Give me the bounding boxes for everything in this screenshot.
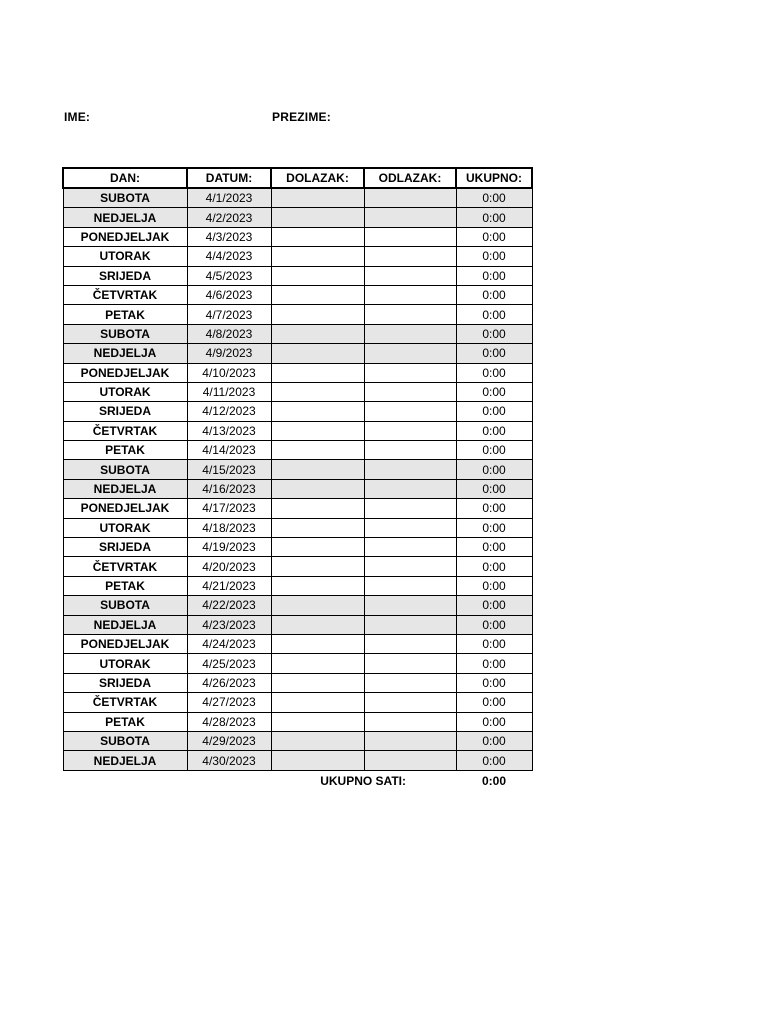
header-row <box>63 168 532 188</box>
date-cell: 4/20/2023 <box>187 557 271 576</box>
header-odlazak: ODLAZAK: <box>364 168 456 188</box>
day-cell: NEDJELJA <box>63 344 187 363</box>
row-total-cell: 0:00 <box>456 285 532 304</box>
row-total-cell: 0:00 <box>456 441 532 460</box>
day-cell: SUBOTA <box>63 596 187 615</box>
day-cell: UTORAK <box>63 654 187 673</box>
date-cell: 4/8/2023 <box>187 324 271 343</box>
date-cell: 4/9/2023 <box>187 344 271 363</box>
row-total-cell: 0:00 <box>456 615 532 634</box>
arrival-cell[interactable] <box>271 538 364 557</box>
date-cell: 4/22/2023 <box>187 596 271 615</box>
arrival-cell[interactable] <box>271 460 364 479</box>
departure-cell[interactable] <box>364 344 456 363</box>
departure-cell[interactable] <box>364 673 456 692</box>
departure-cell[interactable] <box>364 634 456 653</box>
table-row <box>63 305 532 324</box>
day-cell: NEDJELJA <box>63 615 187 634</box>
departure-cell[interactable] <box>364 402 456 421</box>
arrival-cell[interactable] <box>271 247 364 266</box>
day-cell: SRIJEDA <box>63 538 187 557</box>
arrival-cell[interactable] <box>271 305 364 324</box>
departure-cell[interactable] <box>364 421 456 440</box>
date-cell: 4/26/2023 <box>187 673 271 692</box>
date-cell: 4/23/2023 <box>187 615 271 634</box>
arrival-cell[interactable] <box>271 673 364 692</box>
departure-cell[interactable] <box>364 576 456 595</box>
date-cell: 4/27/2023 <box>187 693 271 712</box>
row-total-cell: 0:00 <box>456 731 532 750</box>
day-cell: SUBOTA <box>63 731 187 750</box>
departure-cell[interactable] <box>364 227 456 246</box>
row-total-cell: 0:00 <box>456 712 532 731</box>
departure-cell[interactable] <box>364 266 456 285</box>
table-row <box>63 324 532 343</box>
table-row <box>63 382 532 401</box>
day-cell: ČETVRTAK <box>63 421 187 440</box>
arrival-cell[interactable] <box>271 576 364 595</box>
date-cell: 4/10/2023 <box>187 363 271 382</box>
day-cell: SUBOTA <box>63 188 187 208</box>
arrival-cell[interactable] <box>271 518 364 537</box>
day-cell: UTORAK <box>63 382 187 401</box>
arrival-cell[interactable] <box>271 344 364 363</box>
departure-cell[interactable] <box>364 731 456 750</box>
date-cell: 4/25/2023 <box>187 654 271 673</box>
table-row <box>63 615 532 634</box>
arrival-cell[interactable] <box>271 421 364 440</box>
total-label: UKUPNO SATI: <box>63 770 456 791</box>
date-cell: 4/3/2023 <box>187 227 271 246</box>
departure-cell[interactable] <box>364 382 456 401</box>
day-cell: ČETVRTAK <box>63 693 187 712</box>
date-cell: 4/16/2023 <box>187 479 271 498</box>
departure-cell[interactable] <box>364 324 456 343</box>
table-row <box>63 731 532 750</box>
departure-cell[interactable] <box>364 208 456 227</box>
departure-cell[interactable] <box>364 693 456 712</box>
departure-cell[interactable] <box>364 247 456 266</box>
arrival-cell[interactable] <box>271 266 364 285</box>
departure-cell[interactable] <box>364 460 456 479</box>
total-value: 0:00 <box>456 770 532 791</box>
arrival-cell[interactable] <box>271 751 364 770</box>
table-row <box>63 344 532 363</box>
departure-cell[interactable] <box>364 557 456 576</box>
departure-cell[interactable] <box>364 305 456 324</box>
row-total-cell: 0:00 <box>456 751 532 770</box>
table-row <box>63 751 532 770</box>
row-total-cell: 0:00 <box>456 479 532 498</box>
row-total-cell: 0:00 <box>456 557 532 576</box>
day-cell: PONEDJELJAK <box>63 499 187 518</box>
departure-cell[interactable] <box>364 712 456 731</box>
table-row <box>63 596 532 615</box>
date-cell: 4/1/2023 <box>187 188 271 208</box>
arrival-cell[interactable] <box>271 382 364 401</box>
date-cell: 4/7/2023 <box>187 305 271 324</box>
date-cell: 4/18/2023 <box>187 518 271 537</box>
table-row <box>63 538 532 557</box>
row-total-cell: 0:00 <box>456 247 532 266</box>
day-cell: SRIJEDA <box>63 266 187 285</box>
table-row <box>63 285 532 304</box>
arrival-cell[interactable] <box>271 557 364 576</box>
table-row <box>63 402 532 421</box>
arrival-cell[interactable] <box>271 285 364 304</box>
row-total-cell: 0:00 <box>456 518 532 537</box>
departure-cell[interactable] <box>364 538 456 557</box>
table-row <box>63 227 532 246</box>
departure-cell[interactable] <box>364 615 456 634</box>
arrival-cell[interactable] <box>271 363 364 382</box>
table-row <box>63 576 532 595</box>
row-total-cell: 0:00 <box>456 693 532 712</box>
date-cell: 4/2/2023 <box>187 208 271 227</box>
arrival-cell[interactable] <box>271 188 364 208</box>
table-row <box>63 518 532 537</box>
table-row <box>63 479 532 498</box>
table-row <box>63 188 532 208</box>
date-cell: 4/24/2023 <box>187 634 271 653</box>
table-row <box>63 654 532 673</box>
date-cell: 4/4/2023 <box>187 247 271 266</box>
arrival-cell[interactable] <box>271 208 364 227</box>
day-cell: ČETVRTAK <box>63 285 187 304</box>
row-total-cell: 0:00 <box>456 538 532 557</box>
day-cell: NEDJELJA <box>63 208 187 227</box>
row-total-cell: 0:00 <box>456 344 532 363</box>
day-cell: PETAK <box>63 441 187 460</box>
arrival-cell[interactable] <box>271 499 364 518</box>
table-row <box>63 499 532 518</box>
row-total-cell: 0:00 <box>456 673 532 692</box>
row-total-cell: 0:00 <box>456 227 532 246</box>
row-total-cell: 0:00 <box>456 576 532 595</box>
arrival-cell[interactable] <box>271 712 364 731</box>
table-row <box>63 363 532 382</box>
table-row <box>63 693 532 712</box>
day-cell: PETAK <box>63 305 187 324</box>
date-cell: 4/12/2023 <box>187 402 271 421</box>
total-row <box>63 770 532 791</box>
row-total-cell: 0:00 <box>456 188 532 208</box>
row-total-cell: 0:00 <box>456 305 532 324</box>
row-total-cell: 0:00 <box>456 421 532 440</box>
date-cell: 4/15/2023 <box>187 460 271 479</box>
departure-cell[interactable] <box>364 751 456 770</box>
row-total-cell: 0:00 <box>456 266 532 285</box>
arrival-cell[interactable] <box>271 634 364 653</box>
table-row <box>63 441 532 460</box>
row-total-cell: 0:00 <box>456 402 532 421</box>
date-cell: 4/6/2023 <box>187 285 271 304</box>
date-cell: 4/14/2023 <box>187 441 271 460</box>
arrival-cell[interactable] <box>271 324 364 343</box>
day-cell: SRIJEDA <box>63 402 187 421</box>
date-cell: 4/17/2023 <box>187 499 271 518</box>
date-cell: 4/21/2023 <box>187 576 271 595</box>
timesheet-body <box>63 188 532 770</box>
arrival-cell[interactable] <box>271 654 364 673</box>
table-row <box>63 247 532 266</box>
date-cell: 4/13/2023 <box>187 421 271 440</box>
arrival-cell[interactable] <box>271 731 364 750</box>
day-cell: UTORAK <box>63 518 187 537</box>
day-cell: NEDJELJA <box>63 479 187 498</box>
row-total-cell: 0:00 <box>456 460 532 479</box>
date-cell: 4/28/2023 <box>187 712 271 731</box>
arrival-cell[interactable] <box>271 227 364 246</box>
row-total-cell: 0:00 <box>456 596 532 615</box>
day-cell: PONEDJELJAK <box>63 227 187 246</box>
row-total-cell: 0:00 <box>456 324 532 343</box>
header-datum: DATUM: <box>187 168 271 188</box>
day-cell: ČETVRTAK <box>63 557 187 576</box>
departure-cell[interactable] <box>364 188 456 208</box>
arrival-cell[interactable] <box>271 693 364 712</box>
row-total-cell: 0:00 <box>456 634 532 653</box>
day-cell: UTORAK <box>63 247 187 266</box>
departure-cell[interactable] <box>364 499 456 518</box>
row-total-cell: 0:00 <box>456 382 532 401</box>
table-row <box>63 557 532 576</box>
day-cell: PETAK <box>63 712 187 731</box>
row-total-cell: 0:00 <box>456 499 532 518</box>
departure-cell[interactable] <box>364 363 456 382</box>
day-cell: SUBOTA <box>63 324 187 343</box>
arrival-cell[interactable] <box>271 479 364 498</box>
departure-cell[interactable] <box>364 654 456 673</box>
header-dolazak: DOLAZAK: <box>271 168 364 188</box>
table-row <box>63 634 532 653</box>
table-row <box>63 712 532 731</box>
header-dan: DAN: <box>63 168 187 188</box>
date-cell: 4/29/2023 <box>187 731 271 750</box>
date-cell: 4/30/2023 <box>187 751 271 770</box>
table-row <box>63 208 532 227</box>
day-cell: NEDJELJA <box>63 751 187 770</box>
table-row <box>63 266 532 285</box>
departure-cell[interactable] <box>364 479 456 498</box>
day-cell: SRIJEDA <box>63 673 187 692</box>
day-cell: PETAK <box>63 576 187 595</box>
table-row <box>63 421 532 440</box>
departure-cell[interactable] <box>364 518 456 537</box>
prezime-label: PREZIME: <box>272 110 331 124</box>
arrival-cell[interactable] <box>271 402 364 421</box>
table-row <box>63 673 532 692</box>
date-cell: 4/19/2023 <box>187 538 271 557</box>
day-cell: PONEDJELJAK <box>63 634 187 653</box>
date-cell: 4/5/2023 <box>187 266 271 285</box>
arrival-cell[interactable] <box>271 596 364 615</box>
departure-cell[interactable] <box>364 285 456 304</box>
timesheet-table <box>62 167 533 791</box>
arrival-cell[interactable] <box>271 441 364 460</box>
header-ukupno: UKUPNO: <box>456 168 532 188</box>
arrival-cell[interactable] <box>271 615 364 634</box>
departure-cell[interactable] <box>364 441 456 460</box>
row-total-cell: 0:00 <box>456 363 532 382</box>
date-cell: 4/11/2023 <box>187 382 271 401</box>
departure-cell[interactable] <box>364 596 456 615</box>
day-cell: PONEDJELJAK <box>63 363 187 382</box>
ime-label: IME: <box>64 110 91 124</box>
table-row <box>63 460 532 479</box>
row-total-cell: 0:00 <box>456 654 532 673</box>
row-total-cell: 0:00 <box>456 208 532 227</box>
day-cell: SUBOTA <box>63 460 187 479</box>
